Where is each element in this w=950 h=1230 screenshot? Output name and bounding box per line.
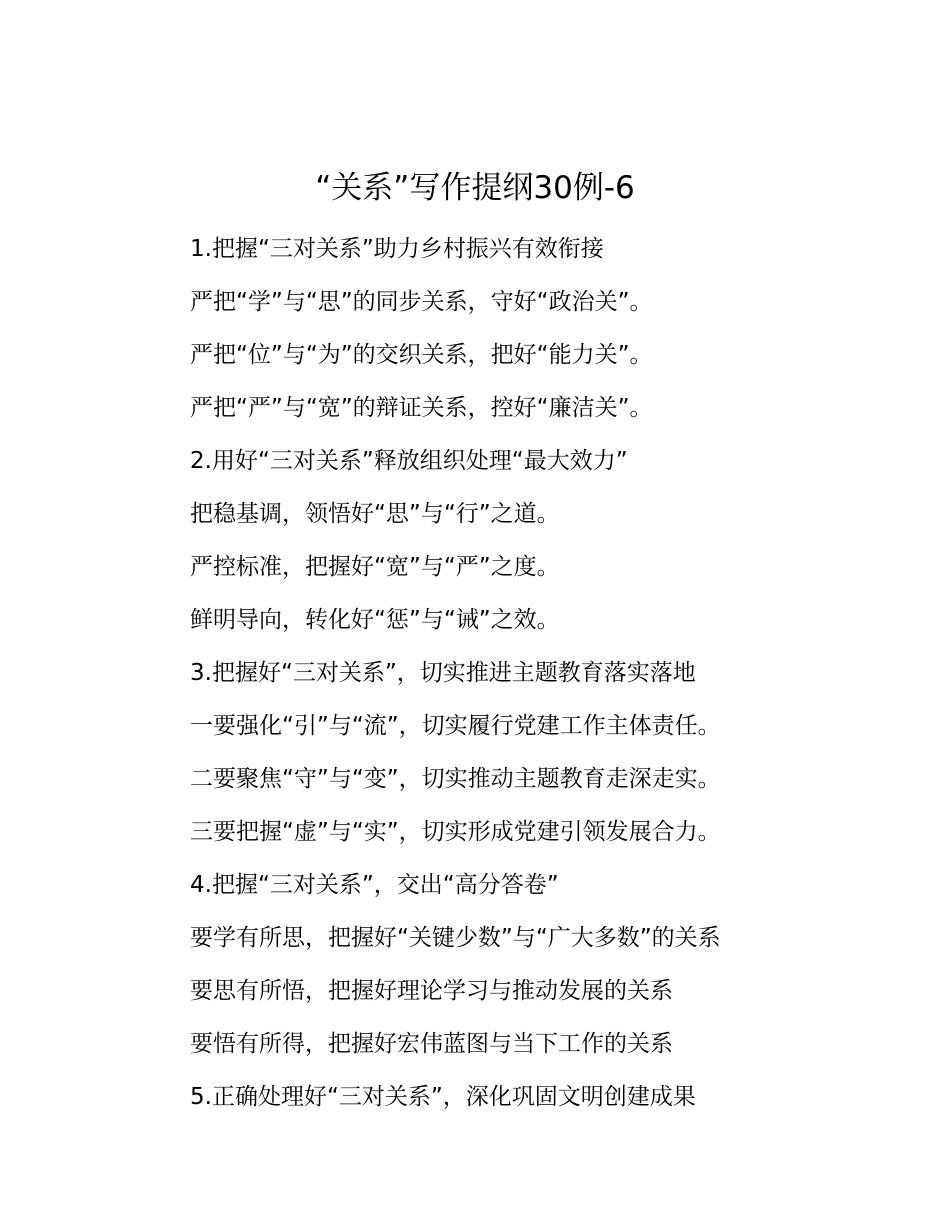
document-body (190, 223, 930, 1124)
heading-4: 4.把握“三对关系”，交出“高分答卷” (190, 872, 559, 898)
paragraph-line: 严控标准，把握好“宽”与“严”之度。 (190, 554, 560, 580)
paragraph-line: 鲜明导向，转化好“惩”与“诫”之效。 (190, 607, 560, 633)
paragraph-line: 严把“位”与“为”的交织关系，把好“能力关”。 (190, 342, 653, 368)
paragraph-line: 严把“严”与“宽”的辩证关系，控好“廉洁关”。 (190, 395, 653, 421)
heading-1: 1.把握“三对关系”助力乡村振兴有效衔接 (190, 236, 604, 262)
paragraph-line: 一要强化“引”与“流”，切实履行党建工作主体责任。 (190, 713, 721, 739)
paragraph-line: 严把“学”与“思”的同步关系，守好“政治关”。 (190, 289, 653, 315)
document-title: “关系”写作提纲30例-6 (315, 170, 635, 206)
heading-5: 5.正确处理好“三对关系”，深化巩固文明创建成果 (190, 1084, 696, 1110)
paragraph-line: 要思有所悟，把握好理论学习与推动发展的关系 (190, 978, 673, 1004)
paragraph-line: 把稳基调，领悟好“思”与“行”之道。 (190, 501, 560, 527)
paragraph-line: 二要聚焦“守”与“变”，切实推动主题教育走深走实。 (190, 766, 721, 792)
paragraph-line: 要学有所思，把握好“关键少数”与“广大多数”的关系 (190, 925, 721, 951)
paragraph-line: 三要把握“虚”与“实”，切实形成党建引领发展合力。 (190, 819, 721, 845)
heading-2: 2.用好“三对关系”释放组织处理“最大效力” (190, 448, 628, 474)
heading-3: 3.把握好“三对关系”，切实推进主题教育落实落地 (190, 660, 696, 686)
paragraph-line: 要悟有所得，把握好宏伟蓝图与当下工作的关系 (190, 1031, 673, 1057)
